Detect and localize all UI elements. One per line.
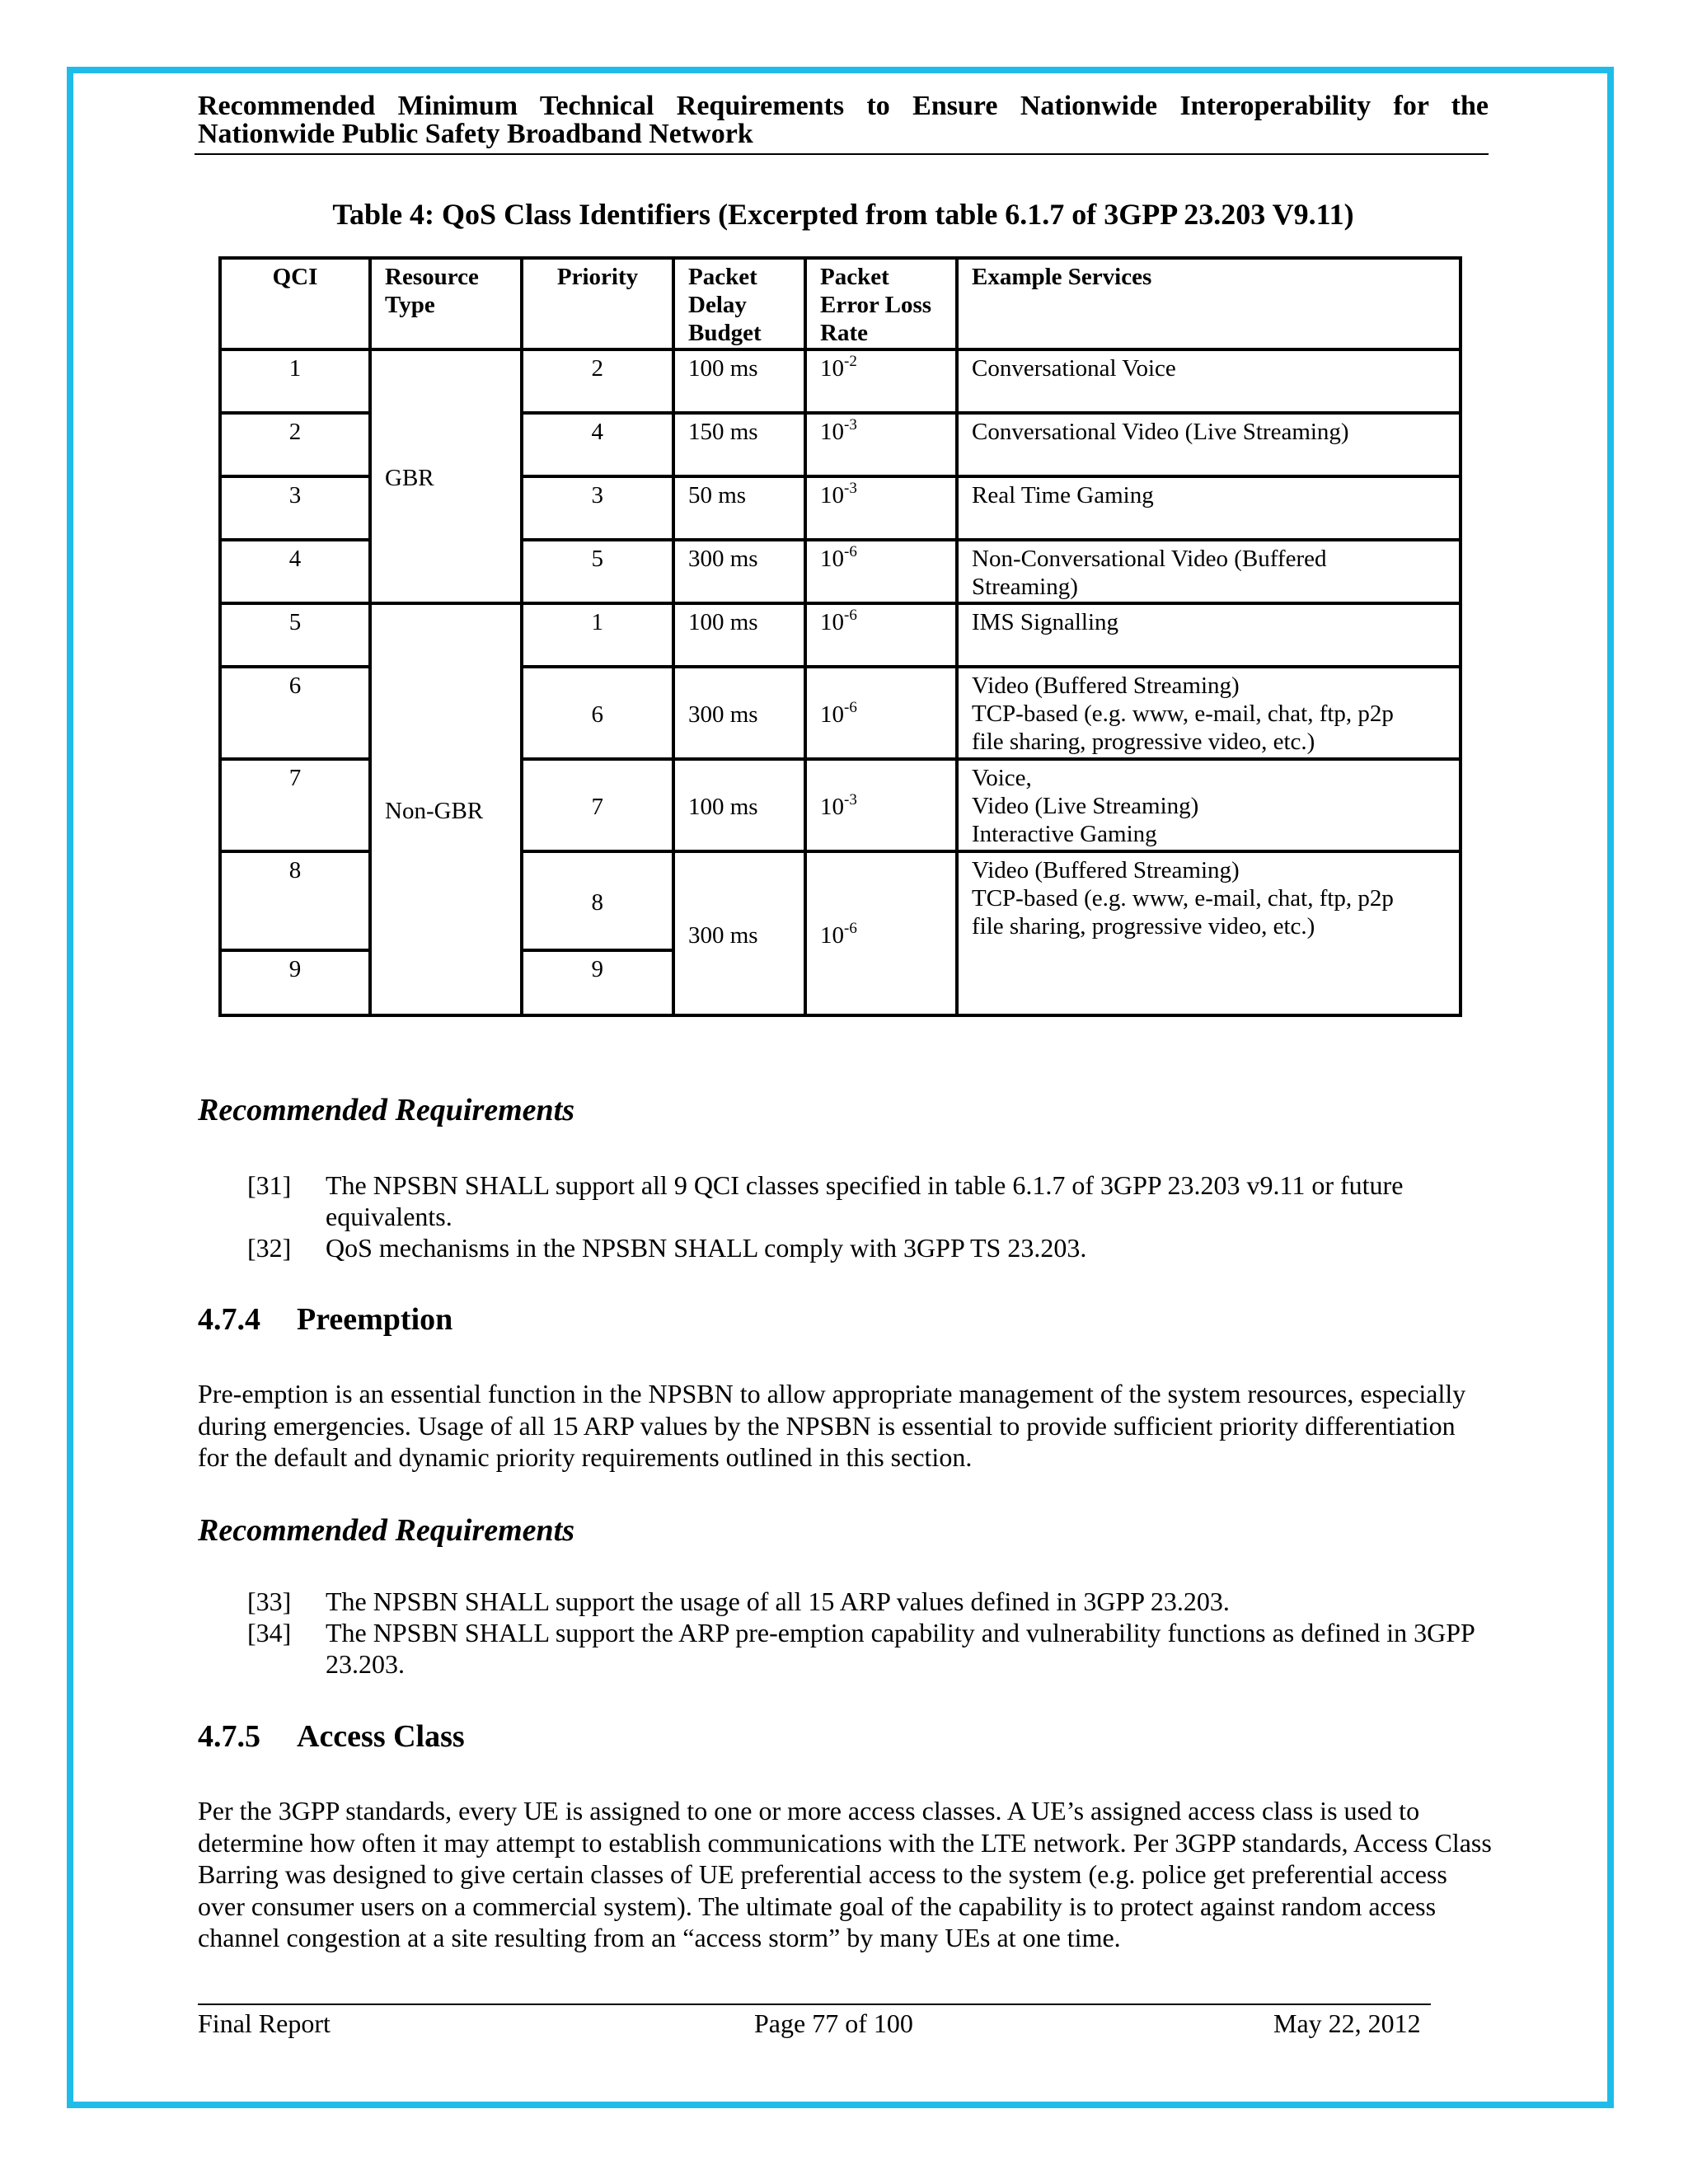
footer-rule (198, 2004, 1431, 2005)
qci-cell: 2 (220, 413, 370, 476)
services-cell: Conversational Video (Live Streaming) (957, 413, 1461, 476)
recommended-requirements-heading-1: Recommended Requirements (198, 1093, 575, 1127)
requirement-text: The NPSBN SHALL support the ARP pre-emption capability and vulnerability functions as defined in 3GPP 23.203. (326, 1618, 1475, 1679)
error-rate-cell: $10^{-3}$ (805, 413, 957, 476)
footer-date: May 22, 2012 (1273, 2008, 1421, 2038)
delay-cell: 300 ms (673, 667, 805, 759)
priority-cell: 8 (522, 851, 673, 950)
qos-table (218, 256, 1462, 1017)
delay-cell: 100 ms (673, 759, 805, 851)
header-rule (195, 153, 1489, 155)
delay-cell: 100 ms (673, 349, 805, 413)
services-cell: Real Time Gaming (957, 476, 1461, 540)
requirement-number: [31] (247, 1170, 292, 1200)
priority-cell: 9 (522, 950, 673, 1015)
delay-cell: 150 ms (673, 413, 805, 476)
priority-cell: 4 (522, 413, 673, 476)
priority-cell: 5 (522, 540, 673, 603)
priority-cell: 7 (522, 759, 673, 851)
document-header (198, 92, 1489, 148)
priority-cell: 1 (522, 603, 673, 667)
resource-type-non-gbr: Non-GBR (370, 603, 522, 1015)
requirement-item (198, 1617, 1484, 1680)
header-line-2: Nationwide Public Safety Broadband Network (198, 119, 753, 149)
section-title: Preemption (297, 1302, 453, 1337)
error-rate-cell: $10^{-2}$ (805, 349, 957, 413)
error-rate-cell: $10^{-3}$ (805, 476, 957, 540)
section-heading-access-class (198, 1718, 465, 1755)
services-cell: Video (Buffered Streaming) TCP-based (e.g. www, e-mail, chat, ftp, p2p file sharing, progressive video, etc.) (957, 667, 1461, 759)
requirement-text: The NPSBN SHALL support all 9 QCI classes specified in table 6.1.7 of 3GPP 23.203 v9.11 or future equivalents. (326, 1170, 1404, 1231)
header-qci: QCI (220, 258, 370, 349)
section-heading-preemption (198, 1301, 452, 1338)
delay-cell: 300 ms (673, 851, 805, 1015)
header-resource-type: Resource Type (370, 258, 522, 349)
qci-cell: 7 (220, 759, 370, 851)
requirement-text: The NPSBN SHALL support the usage of all 15 ARP values defined in 3GPP 23.203. (326, 1586, 1230, 1616)
footer-page-number: Page 77 of 100 (754, 2008, 913, 2038)
requirements-list-1 (198, 1169, 1484, 1263)
qci-cell: 6 (220, 667, 370, 759)
section-number: 4.7.5 (198, 1719, 260, 1754)
header-error-rate: Packet Error Loss Rate (805, 258, 957, 349)
services-cell: Voice, Video (Live Streaming) Interactive Gaming (957, 759, 1461, 851)
table-row (220, 349, 1461, 413)
preemption-paragraph: Pre-emption is an essential function in the NPSBN to allow appropriate management of the system resources, especially during emergencies. Usage of all 15 ARP values by the NPSBN is essential to provide sufficient priority differentiation for the default and dynamic priority requirements outlined in this section. (198, 1379, 1466, 1472)
table-caption: Table 4: QoS Class Identifiers (Excerpted from table 6.1.7 of 3GPP 23.203 V9.11) (332, 198, 1354, 231)
access-class-paragraph: Per the 3GPP standards, every UE is assigned to one or more access classes. A UE’s assigned access class is used to determine how often it may attempt to establish communications with the LTE network. Per 3GPP standards, Access Class Barring was designed to give certain classes of UE preferential access to the system (e.g. police get preferential access over consumer users on a commercial system). The ultimate goal of the capability is to protect against random access channel congestion at a site resulting from an “access storm” by many UEs at one time. (198, 1796, 1492, 1952)
error-rate-cell: $10^{-6}$ (805, 851, 957, 1015)
requirement-text: QoS mechanisms in the NPSBN SHALL comply with 3GPP TS 23.203. (326, 1233, 1087, 1263)
delay-cell: 50 ms (673, 476, 805, 540)
requirement-number: [33] (247, 1586, 292, 1616)
error-rate-cell: $10^{-6}$ (805, 603, 957, 667)
requirement-item (198, 1232, 1484, 1263)
services-cell: Video (Buffered Streaming) TCP-based (e.g. www, e-mail, chat, ftp, p2p file sharing, progressive video, etc.) (957, 851, 1461, 1015)
recommended-requirements-heading-2: Recommended Requirements (198, 1513, 575, 1548)
qci-cell: 5 (220, 603, 370, 667)
priority-cell: 6 (522, 667, 673, 759)
qci-cell: 3 (220, 476, 370, 540)
footer-left: Final Report (198, 2008, 331, 2038)
qci-cell: 9 (220, 950, 370, 1015)
qci-cell: 4 (220, 540, 370, 603)
header-delay-budget: Packet Delay Budget (673, 258, 805, 349)
header-example-services: Example Services (957, 258, 1461, 349)
qci-cell: 8 (220, 851, 370, 950)
services-cell: Non-Conversational Video (Buffered Streaming) (957, 540, 1461, 603)
error-rate-cell: $10^{-6}$ (805, 540, 957, 603)
requirement-number: [32] (247, 1233, 292, 1263)
error-rate-cell: $10^{-6}$ (805, 667, 957, 759)
delay-cell: 100 ms (673, 603, 805, 667)
requirement-item (198, 1169, 1484, 1232)
table-header-row (220, 258, 1461, 349)
section-number: 4.7.4 (198, 1302, 260, 1337)
services-cell: Conversational Voice (957, 349, 1461, 413)
requirement-number: [34] (247, 1618, 292, 1647)
header-priority: Priority (522, 258, 673, 349)
services-cell: IMS Signalling (957, 603, 1461, 667)
error-rate-cell: $10^{-3}$ (805, 759, 957, 851)
priority-cell: 3 (522, 476, 673, 540)
section-title: Access Class (297, 1719, 465, 1754)
delay-cell: 300 ms (673, 540, 805, 603)
requirement-item (198, 1586, 1484, 1617)
header-line-1: Recommended Minimum Technical Requirements to Ensure Nationwide Interoperability for the (198, 91, 1489, 121)
requirements-list-2 (198, 1586, 1484, 1680)
priority-cell: 2 (522, 349, 673, 413)
table-row (220, 603, 1461, 667)
resource-type-gbr: GBR (370, 349, 522, 603)
qci-cell: 1 (220, 349, 370, 413)
